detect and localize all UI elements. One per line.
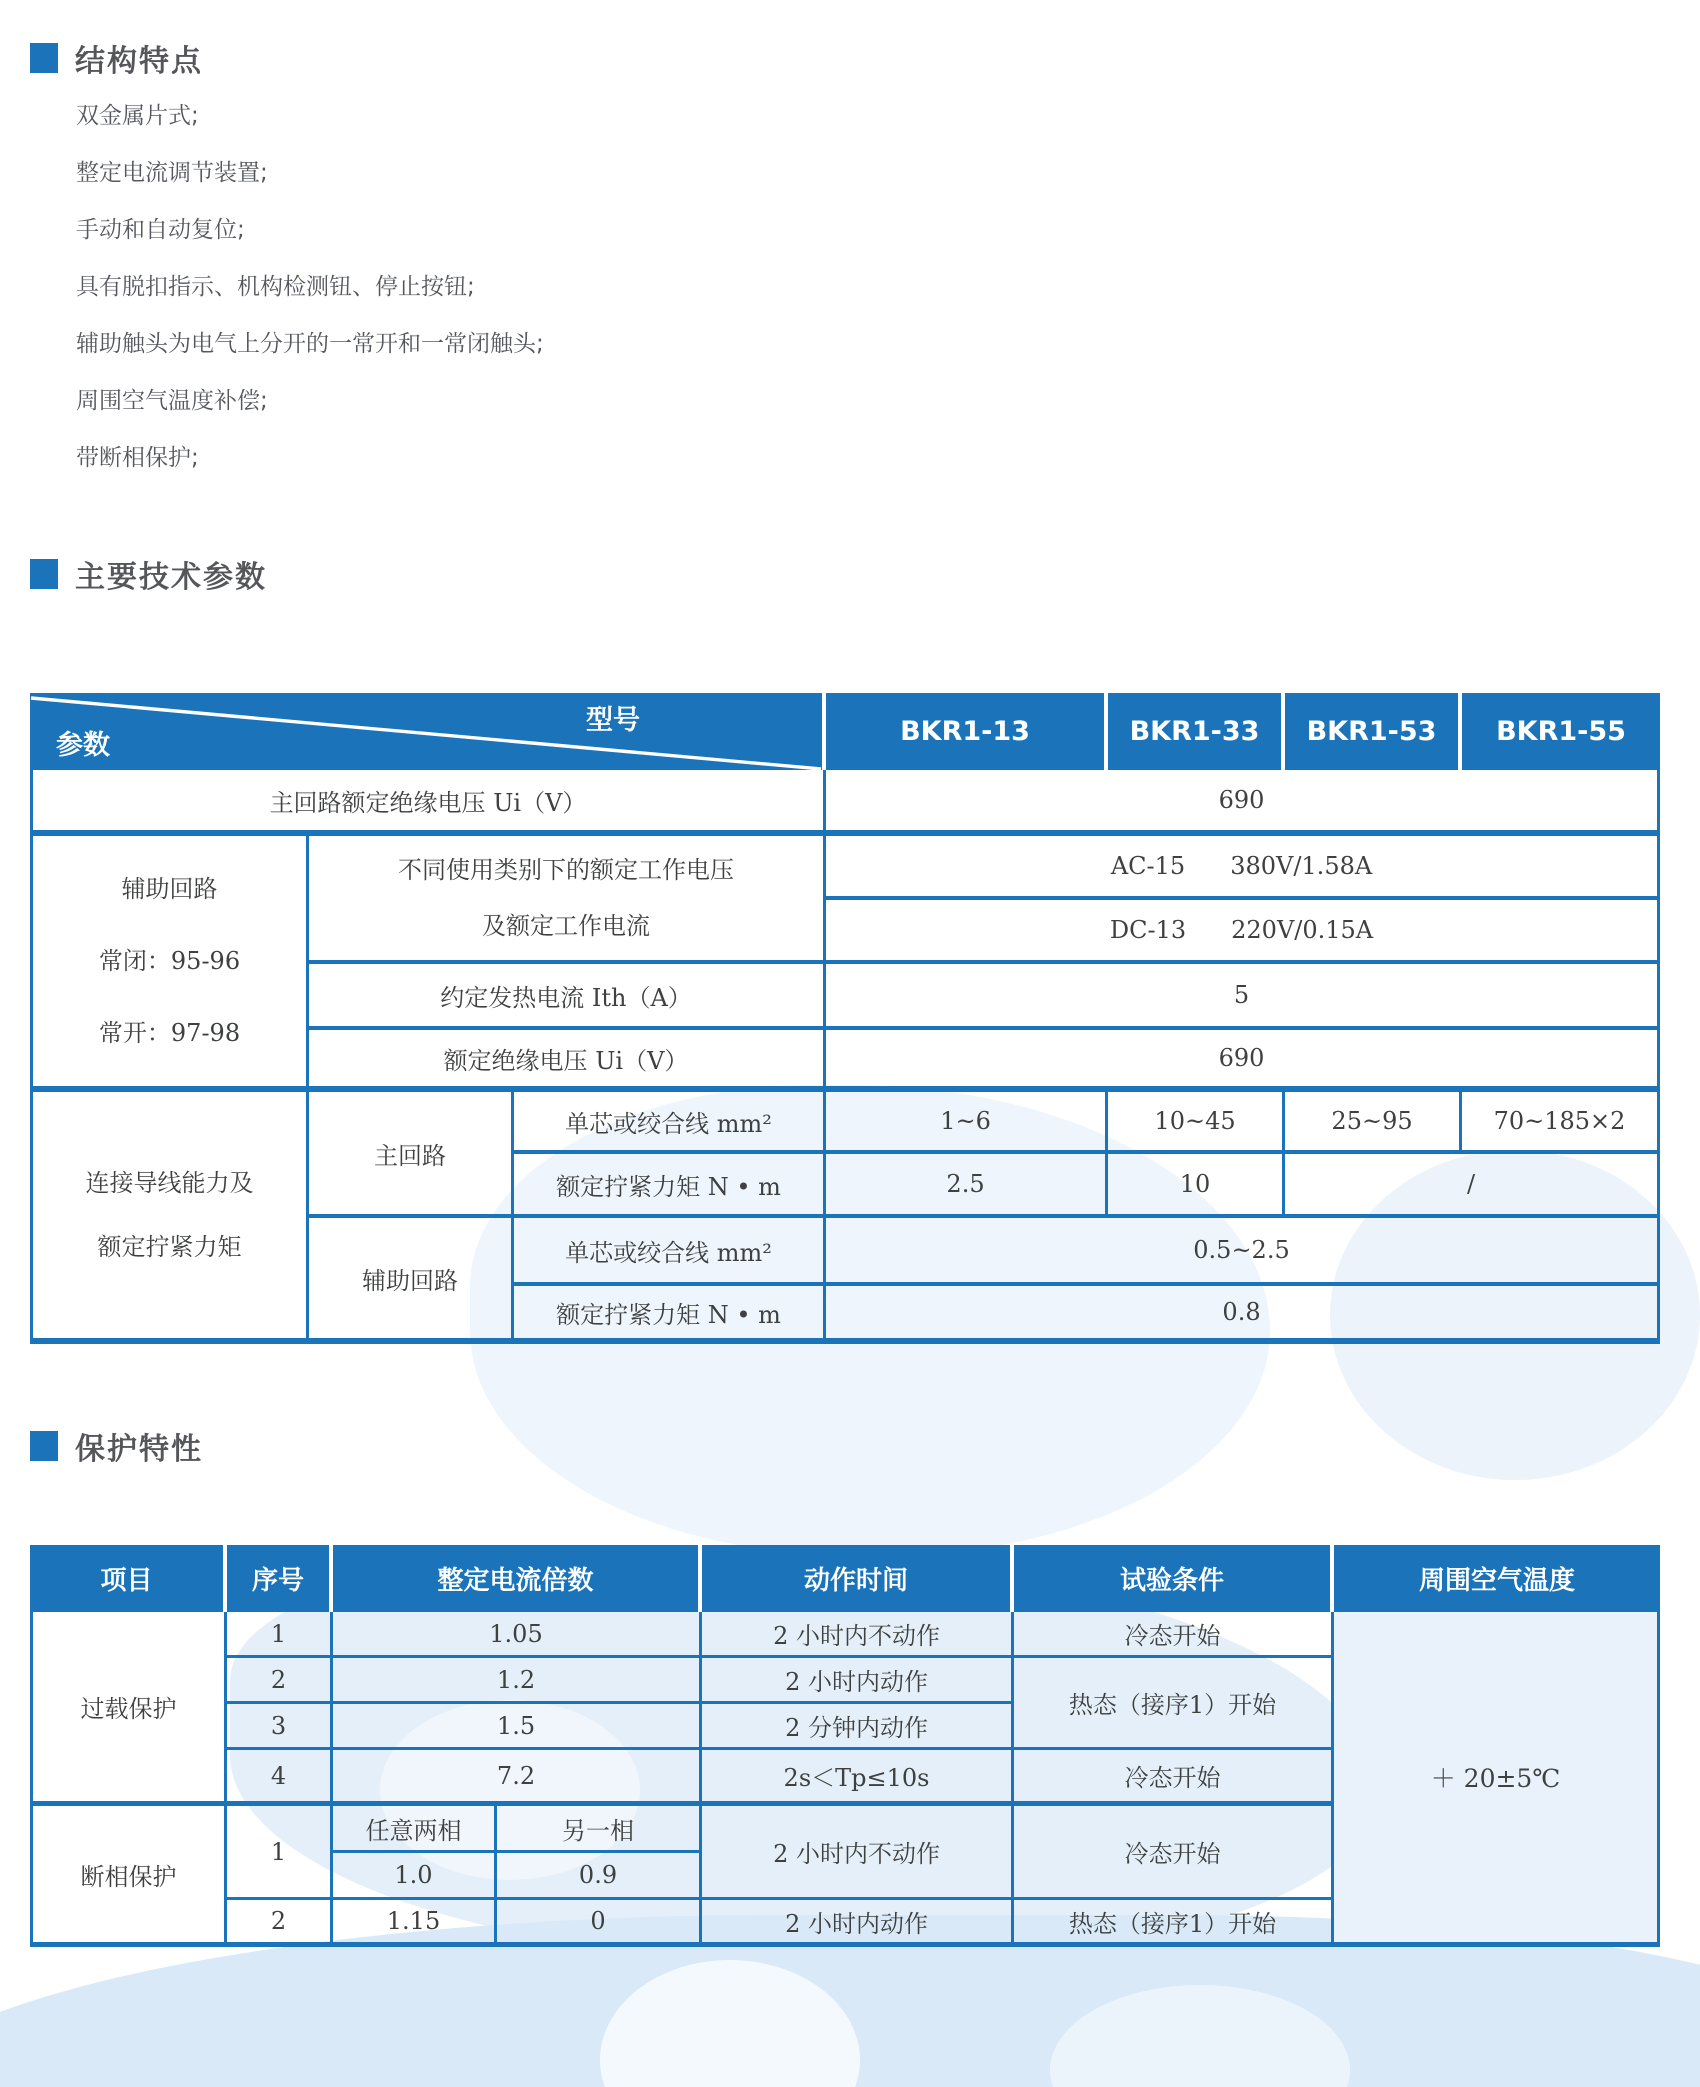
feature-item: 具有脱扣指示、机构检测钮、停止按钮; [76,274,475,300]
feature-item: 双金属片式; [76,103,199,129]
t1-duty-label [309,836,826,964]
t1-duty-ac-value [826,836,1660,900]
t1-main-wire-value: 1~6 [826,1092,1108,1154]
t2-overload-time: 2 小时内动作 [702,1658,1014,1704]
t1-main-wire-label: 单芯或绞合线 mm² [514,1092,826,1154]
t1-aux-wire-value: 0.5~2.5 [826,1218,1660,1286]
t1-corner-param-label: 参数 [56,730,110,761]
t2-overload-multiple: 1.05 [333,1612,702,1658]
feature-list [76,88,544,487]
t2-overload-multiple: 1.5 [333,1704,702,1750]
t1-corner-cell [30,693,826,770]
t2-phase-condition: 冷态开始 [1014,1806,1334,1900]
t2-phase-two-phase-header: 任意两相 [333,1806,497,1853]
section-marker-icon [30,559,58,589]
t1-aux-circuit-group-label [30,836,309,1092]
connection-group-line: 连接导线能力及 [85,1169,254,1197]
feature-item: 辅助触头为电气上分开的一常开和一常闭触头; [76,331,544,357]
t2-phase-other-phase-value: 0.9 [497,1853,702,1900]
feature-item: 带断相保护; [76,445,199,471]
section-features-heading [30,36,203,80]
t2-phase-loss-label: 断相保护 [30,1806,227,1947]
t2-header-no: 序号 [227,1545,333,1612]
t1-conventional-current-label: 约定发热电流 Ith（A） [309,964,826,1030]
t2-overload-no: 1 [227,1612,333,1658]
t2-overload-time: 2 小时内不动作 [702,1612,1014,1658]
t1-aux-insulation-label: 额定绝缘电压 Ui（V） [309,1030,826,1092]
t2-overload-condition: 冷态开始 [1014,1750,1334,1806]
t2-header-multiple: 整定电流倍数 [333,1545,702,1612]
t2-phase-other-phase-header: 另一相 [497,1806,702,1853]
t2-phase-two-phase-value: 1.15 [333,1900,497,1947]
t1-model-header: BKR1-55 [1462,693,1660,770]
t2-overload-no: 2 [227,1658,333,1704]
t2-overload-time: 2s＜Tp≤10s [702,1750,1014,1806]
t2-phase-other-phase-value: 0 [497,1900,702,1947]
duty-label-line: 不同使用类别下的额定工作电压 [398,856,734,884]
t1-main-torque-value: 2.5 [826,1154,1108,1218]
t2-phase-loss-no: 2 [227,1900,333,1947]
t1-main-torque-value: 10 [1108,1154,1285,1218]
t2-phase-time: 2 小时内不动作 [702,1806,1014,1900]
diagonal-divider [30,693,822,770]
t1-main-circuit-label: 主回路 [309,1092,514,1218]
t1-main-insulation-value: 690 [826,770,1660,836]
parameters-table [30,693,1660,1344]
aux-group-line: 常开：97-98 [98,1019,241,1047]
t2-phase-two-phase-value: 1.0 [333,1853,497,1900]
protection-table [30,1545,1660,1947]
t2-header-temperature: 周围空气温度 [1334,1545,1660,1612]
t1-aux-torque-label: 额定拧紧力矩 N • m [514,1286,826,1344]
t2-header-time: 动作时间 [702,1545,1014,1612]
t2-overload-label: 过载保护 [30,1612,227,1806]
t1-model-header: BKR1-53 [1285,693,1462,770]
duty-dc-rating: 220V/0.15A [1231,916,1374,944]
t1-aux-circuit-label: 辅助回路 [309,1218,514,1344]
duty-label-line: 及额定工作电流 [482,912,650,940]
t1-main-wire-value: 25~95 [1285,1092,1462,1154]
section-title: 结构特点 [75,44,203,79]
duty-dc-class: DC-13 [1109,916,1187,944]
t1-aux-wire-label: 单芯或绞合线 mm² [514,1218,826,1286]
feature-item: 周围空气温度补偿; [76,388,268,414]
t1-aux-torque-value: 0.8 [826,1286,1660,1344]
t2-overload-no: 3 [227,1704,333,1750]
t1-main-torque-label: 额定拧紧力矩 N • m [514,1154,826,1218]
t2-overload-multiple: 1.2 [333,1658,702,1704]
t1-main-torque-value: / [1285,1154,1660,1218]
section-title: 保护特性 [75,1432,203,1467]
t2-header-condition: 试验条件 [1014,1545,1334,1612]
section-marker-icon [30,43,58,73]
section-protection-heading [30,1424,203,1468]
t2-overload-condition: 热态（接序1）开始 [1014,1658,1334,1750]
feature-item: 手动和自动复位; [76,217,245,243]
t1-model-header: BKR1-33 [1108,693,1285,770]
t2-phase-loss-no: 1 [227,1806,333,1900]
t1-model-header: BKR1-13 [826,693,1108,770]
t1-duty-dc-value [826,900,1660,964]
duty-ac-class: AC-15 [1110,852,1186,880]
t2-ambient-temperature: ＋ 20±5℃ [1334,1612,1660,1947]
t1-corner-model-label: 型号 [586,705,641,736]
t1-conventional-current-value: 5 [826,964,1660,1030]
aux-group-line: 常闭：95-96 [98,947,241,975]
t2-overload-condition: 冷态开始 [1014,1612,1334,1658]
feature-item: 整定电流调节装置; [76,160,268,186]
section-marker-icon [30,1431,58,1461]
t1-main-insulation-label: 主回路额定绝缘电压 Ui（V） [30,770,826,836]
t1-main-wire-value: 70~185×2 [1462,1092,1660,1154]
t1-main-wire-value: 10~45 [1108,1092,1285,1154]
t2-overload-time: 2 分钟内动作 [702,1704,1014,1750]
t2-phase-condition: 热态（接序1）开始 [1014,1900,1334,1947]
section-parameters-heading [30,552,267,596]
aux-group-line: 辅助回路 [121,875,218,903]
duty-ac-rating: 380V/1.58A [1230,852,1373,880]
t2-header-item: 项目 [30,1545,227,1612]
t1-aux-insulation-value: 690 [826,1030,1660,1092]
t2-overload-multiple: 7.2 [333,1750,702,1806]
t2-overload-no: 4 [227,1750,333,1806]
t1-connection-group-label [30,1092,309,1344]
t2-phase-time: 2 小时内动作 [702,1900,1014,1947]
section-title: 主要技术参数 [75,560,267,595]
connection-group-line: 额定拧紧力矩 [97,1233,242,1261]
